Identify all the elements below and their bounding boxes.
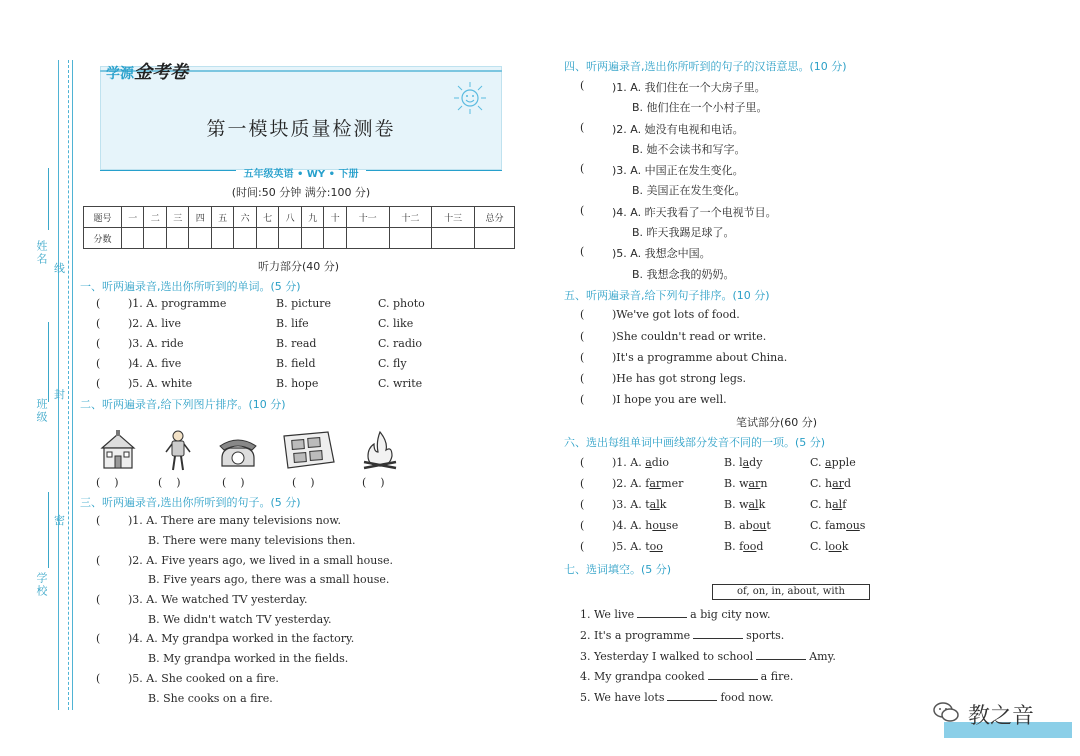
- section6-option-c: C. half: [810, 498, 847, 511]
- answer-paren[interactable]: (: [580, 121, 585, 134]
- school-label: 学校: [35, 572, 48, 598]
- answer-paren[interactable]: (: [580, 204, 585, 217]
- blank-field[interactable]: [693, 638, 743, 639]
- sun-icon: [452, 80, 488, 116]
- score-table-score-row: [84, 228, 515, 249]
- section3-option-a: )2. A. Five years ago, we lived in a small house.: [128, 554, 393, 567]
- campfire-icon: [358, 428, 402, 472]
- score-row-label: 分数: [84, 228, 122, 249]
- score-input-cell[interactable]: [279, 228, 301, 249]
- section4-option-b: B. 昨天我踢足球了。: [632, 226, 735, 239]
- answer-paren[interactable]: (: [96, 337, 101, 350]
- binding-line-dashed: [68, 60, 69, 710]
- wechat-icon: [932, 700, 960, 724]
- secret-char: 密: [54, 514, 65, 527]
- section5-sentence: )I hope you are well.: [612, 393, 727, 406]
- fill-blank-sentence: 5. We have lots food now.: [580, 691, 774, 704]
- answer-paren[interactable]: (: [580, 393, 585, 406]
- section3-option-b: B. We didn't watch TV yesterday.: [148, 613, 332, 626]
- section2-title: 二、听两遍录音,给下列图片排序。(10 分): [80, 398, 286, 411]
- answer-paren[interactable]: (: [580, 372, 585, 385]
- section6-option-b: B. warn: [724, 477, 768, 490]
- name-label: 姓名: [35, 240, 48, 266]
- score-input-cell[interactable]: [301, 228, 323, 249]
- answer-paren[interactable]: (: [96, 514, 101, 527]
- score-input-cell[interactable]: [256, 228, 278, 249]
- telephone-icon: [216, 428, 260, 472]
- section6-title: 六、选出每组单词中画线部分发音不同的一项。(5 分): [564, 436, 826, 449]
- fill-blank-sentence: 1. We live a big city now.: [580, 608, 771, 621]
- blank-field[interactable]: [756, 659, 806, 660]
- section6-option-b: B. about: [724, 519, 771, 532]
- section4-option-b: B. 她不会读书和写字。: [632, 143, 746, 156]
- answer-paren[interactable]: (: [96, 317, 101, 330]
- answer-paren[interactable]: ( ): [158, 476, 181, 489]
- answer-paren[interactable]: (: [96, 377, 101, 390]
- seal-char: 封: [54, 388, 65, 401]
- section5-sentence: )It's a programme about China.: [612, 351, 788, 364]
- section3-option-b: B. She cooks on a fire.: [148, 692, 273, 705]
- section5-title: 五、听两遍录音,给下列句子排序。(10 分): [564, 289, 770, 302]
- section4-option-a: )3. A. 中国正在发生变化。: [612, 164, 744, 177]
- section4-option-a: )5. A. 我想念中国。: [612, 247, 711, 260]
- score-input-cell[interactable]: [324, 228, 346, 249]
- section3-title: 三、听两遍录音,选出你所听到的句子。(5 分): [80, 496, 301, 509]
- section1-option-a: )5. A. white: [128, 377, 193, 390]
- score-cell: 三: [166, 207, 188, 228]
- section5-sentence: )We've got lots of food.: [612, 308, 740, 321]
- section6-option-c: C. hard: [810, 477, 851, 490]
- answer-paren[interactable]: (: [580, 519, 585, 532]
- answer-paren[interactable]: ( ): [96, 476, 119, 489]
- section1-option-a: )2. A. live: [128, 317, 181, 330]
- section3-option-a: )3. A. We watched TV yesterday.: [128, 593, 308, 606]
- score-cell: 题号: [84, 207, 122, 228]
- section6-option-b: B. lady: [724, 456, 763, 469]
- exam-subtitle: 五年级英语 • WY • 下册: [243, 169, 359, 180]
- section6-option-c: C. famous: [810, 519, 866, 532]
- section4-option-b: B. 他们住在一个小村子里。: [632, 101, 768, 114]
- answer-paren[interactable]: (: [580, 351, 585, 364]
- class-label: 班级: [35, 398, 48, 424]
- answer-paren[interactable]: (: [580, 330, 585, 343]
- school-fill-line: [48, 492, 49, 568]
- writing-heading: 笔试部分(60 分): [736, 416, 818, 429]
- answer-paren[interactable]: (: [96, 632, 101, 645]
- score-cell: 一: [122, 207, 144, 228]
- section6-option-a: )5. A. too: [612, 540, 663, 553]
- section6-option-b: B. walk: [724, 498, 766, 511]
- answer-paren[interactable]: (: [580, 308, 585, 321]
- score-cell: 二: [144, 207, 166, 228]
- answer-paren[interactable]: (: [580, 477, 585, 490]
- brand-logo: [106, 58, 188, 84]
- time-info: (时间:50 分钟 满分:100 分): [231, 186, 371, 199]
- answer-paren[interactable]: (: [580, 162, 585, 175]
- score-input-cell[interactable]: [432, 228, 475, 249]
- score-table-header-row: [84, 207, 515, 228]
- section1-option-c: C. fly: [378, 357, 407, 370]
- binding-line-inner: [72, 60, 73, 710]
- binding-line-outer: [58, 60, 59, 710]
- score-input-cell[interactable]: [122, 228, 144, 249]
- section3-option-b: B. Five years ago, there was a small house.: [148, 573, 390, 586]
- answer-paren[interactable]: ( ): [362, 476, 385, 489]
- section6-option-a: )4. A. house: [612, 519, 679, 532]
- subtitle-rule-right: [366, 170, 502, 171]
- section6-option-c: C. look: [810, 540, 849, 553]
- score-cell: 总分: [475, 207, 515, 228]
- score-input-cell[interactable]: [166, 228, 188, 249]
- section5-sentence: )He has got strong legs.: [612, 372, 747, 385]
- section6-option-a: )2. A. farmer: [612, 477, 684, 490]
- section3-option-a: )1. A. There are many televisions now.: [128, 514, 342, 527]
- word-bank: of, on, in, about, with: [712, 584, 870, 600]
- section4-option-a: )4. A. 昨天我看了一个电视节目。: [612, 206, 777, 219]
- answer-paren[interactable]: (: [96, 672, 101, 685]
- answer-paren[interactable]: (: [580, 456, 585, 469]
- watermark-text: 教之音: [968, 704, 1035, 729]
- listening-heading: 听力部分(40 分): [258, 260, 340, 273]
- score-cell: 九: [301, 207, 323, 228]
- section1-option-a: )3. A. ride: [128, 337, 184, 350]
- section3-option-b: B. My grandpa worked in the fields.: [148, 652, 349, 665]
- answer-paren[interactable]: (: [96, 593, 101, 606]
- section1-option-b: B. picture: [276, 297, 332, 310]
- section4-option-a: )2. A. 她没有电视和电话。: [612, 123, 744, 136]
- section7-title: 七、选词填空。(5 分): [564, 563, 672, 576]
- name-fill-line: [48, 168, 49, 230]
- answer-paren[interactable]: (: [96, 297, 101, 310]
- class-fill-line: [48, 322, 49, 402]
- fill-blank-sentence: 2. It's a programme sports.: [580, 629, 785, 642]
- answer-paren[interactable]: ( ): [292, 476, 315, 489]
- section1-option-c: C. like: [378, 317, 414, 330]
- section1-option-b: B. life: [276, 317, 309, 330]
- logo-main: 学源: [106, 66, 134, 82]
- score-input-cell[interactable]: [211, 228, 233, 249]
- section4-option-b: B. 美国正在发生变化。: [632, 184, 746, 197]
- score-input-cell[interactable]: [389, 228, 432, 249]
- grandpa-icon: [156, 428, 200, 472]
- section1-option-b: B. field: [276, 357, 316, 370]
- score-cell: 十二: [389, 207, 432, 228]
- score-input-cell[interactable]: [346, 228, 389, 249]
- section1-option-a: )1. A. programme: [128, 297, 227, 310]
- school-house-icon: [96, 428, 140, 472]
- fill-blank-sentence: 4. My grandpa cooked a fire.: [580, 670, 794, 683]
- score-table: [83, 206, 515, 249]
- section5-sentence: )She couldn't read or write.: [612, 330, 767, 343]
- score-cell: 十: [324, 207, 346, 228]
- score-cell: 十一: [346, 207, 389, 228]
- blank-field[interactable]: [667, 700, 717, 701]
- section1-option-c: C. radio: [378, 337, 423, 350]
- section3-option-b: B. There were many televisions then.: [148, 534, 356, 547]
- score-input-cell[interactable]: [189, 228, 211, 249]
- section1-option-a: )4. A. five: [128, 357, 182, 370]
- photo-tray-icon: [278, 428, 338, 472]
- score-cell: 八: [279, 207, 301, 228]
- blank-field[interactable]: [637, 617, 687, 618]
- section4-title: 四、听两遍录音,选出你所听到的句子的汉语意思。(10 分): [564, 60, 847, 73]
- answer-paren[interactable]: (: [580, 245, 585, 258]
- section1-option-c: C. write: [378, 377, 423, 390]
- score-cell: 六: [234, 207, 256, 228]
- section1-option-c: C. photo: [378, 297, 425, 310]
- score-cell: 四: [189, 207, 211, 228]
- answer-paren[interactable]: (: [580, 540, 585, 553]
- section1-title: 一、听两遍录音,选出你所听到的单词。(5 分): [80, 280, 301, 293]
- section6-option-b: B. food: [724, 540, 764, 553]
- section1-option-b: B. read: [276, 337, 317, 350]
- exam-title: 第一模块质量检测卷: [206, 118, 396, 140]
- answer-paren[interactable]: (: [96, 357, 101, 370]
- score-cell: 十三: [432, 207, 475, 228]
- section6-option-a: )1. A. adio: [612, 456, 669, 469]
- score-cell: 七: [256, 207, 278, 228]
- score-input-cell[interactable]: [475, 228, 515, 249]
- logo-script: 金考卷: [134, 62, 188, 83]
- blank-field[interactable]: [708, 679, 758, 680]
- section3-option-a: )4. A. My grandpa worked in the factory.: [128, 632, 355, 645]
- answer-paren[interactable]: (: [580, 79, 585, 92]
- section3-option-a: )5. A. She cooked on a fire.: [128, 672, 279, 685]
- line-char: 线: [54, 262, 65, 275]
- answer-paren[interactable]: ( ): [222, 476, 245, 489]
- section1-option-b: B. hope: [276, 377, 319, 390]
- score-input-cell[interactable]: [234, 228, 256, 249]
- score-cell: 五: [211, 207, 233, 228]
- fill-blank-sentence: 3. Yesterday I walked to school Amy.: [580, 650, 836, 663]
- section4-option-b: B. 我想念我的奶奶。: [632, 268, 735, 281]
- answer-paren[interactable]: (: [580, 498, 585, 511]
- score-input-cell[interactable]: [144, 228, 166, 249]
- section6-option-a: )3. A. talk: [612, 498, 667, 511]
- section4-option-a: )1. A. 我们住在一个大房子里。: [612, 81, 766, 94]
- section6-option-c: C. apple: [810, 456, 856, 469]
- answer-paren[interactable]: (: [96, 554, 101, 567]
